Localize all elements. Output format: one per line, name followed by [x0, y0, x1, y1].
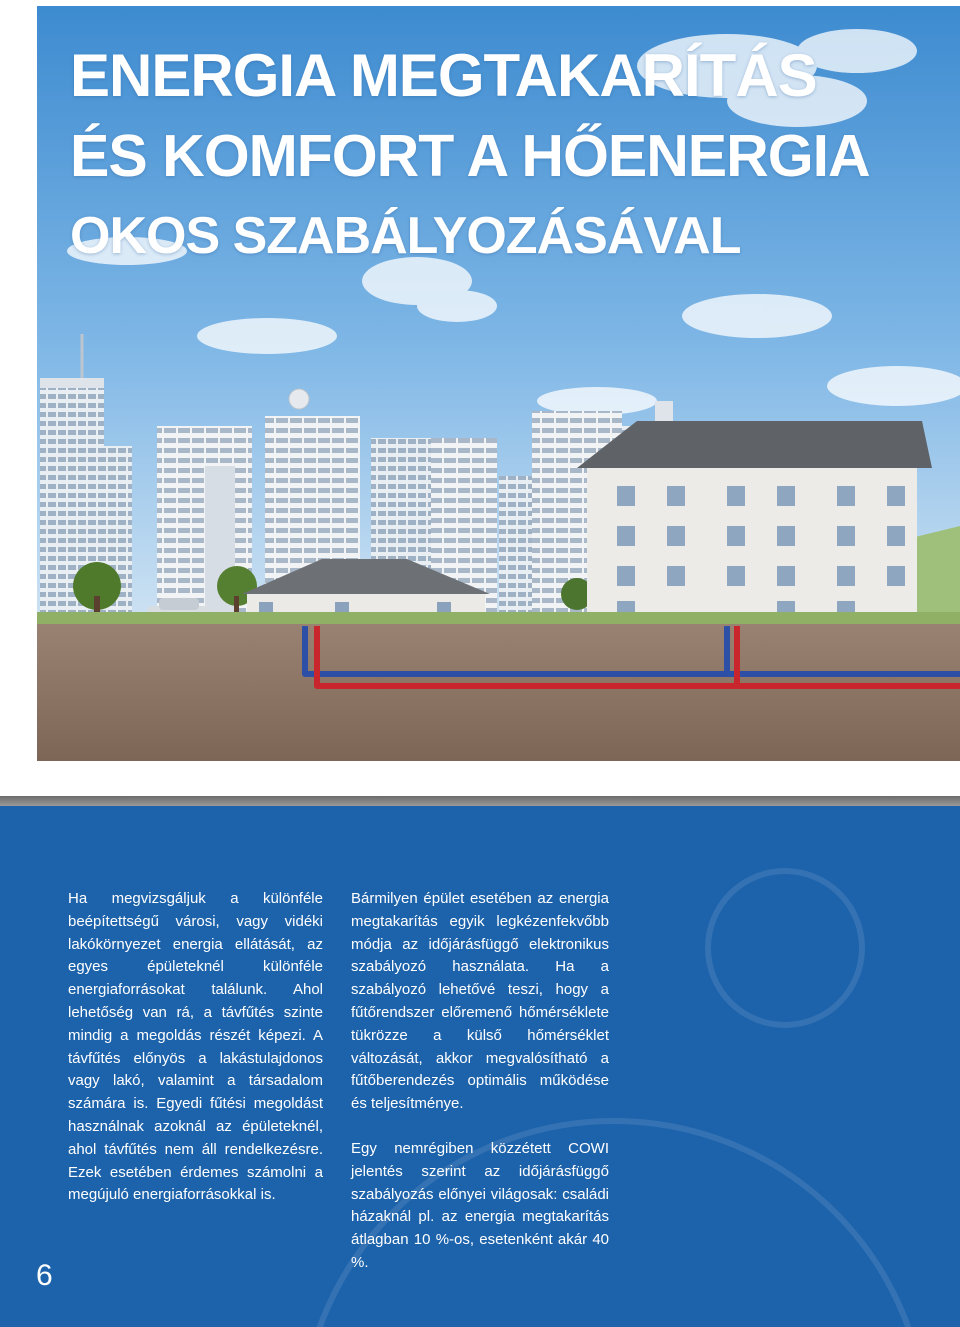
text-panel [0, 806, 960, 1327]
left-column-paragraph: Ha megvizsgáljuk a különféle beépítettségű városi, vagy vidéki lakókörnyezet energia ellátását, az egyes épületeknél különféle energiaforrásokat találunk. Ahol lehetőség van rá, a távfűtés szinte mindig a megoldás részét képezi. A távfűtés előnyös a lakástulajdonos vagy lakó, valamint a társadalom számára is. Egyedi fűtési megoldást használnak azoknál az épületeknél, ahol távfűtés nem áll rendelkezésre. Ezek esetében érdemes számolni a megújuló energiaforrásokkal is. [68, 890, 323, 1204]
right-column-paragraph-2: Egy nemrégiben közzétett COWI jelentés szerint az időjárásfüggő szabályozás előnyei világosak: családi házaknál pl. az energia megtakarítás átlagban 10 %-os, esetenként akár 40 %. [351, 1139, 609, 1271]
title-line-1: ENERGIA MEGTAKARÍTÁS [70, 42, 817, 109]
right-column-paragraph-1: Bármilyen épület esetében az energia megtakarítás egyik legkézenfekvőbb módja az időjárásfüggő elektronikus szabályozó használata. Ha a szabályozó lehetővé teszi, hogy a fűtőrendszer előremenő hőmérséklete tükrözze a külső hőmérséklet változását, akkor megvalósítható a fűtőberendezés optimális működése és teljesítménye. [351, 890, 609, 1113]
decorative-circle-small [705, 868, 865, 1028]
page-number: 6 [36, 1259, 53, 1292]
grass [37, 612, 960, 624]
title-line-2: ÉS KOMFORT A HŐENERGIA [70, 123, 870, 189]
apartment-house [577, 421, 932, 626]
title-line-3: OKOS SZABÁLYOZÁSÁVAL [70, 207, 741, 265]
page-title [70, 36, 870, 276]
left-column [68, 888, 323, 1207]
right-column [351, 888, 609, 1275]
ground [37, 624, 960, 761]
divider-strip [0, 796, 960, 806]
hero-illustration [37, 6, 960, 761]
